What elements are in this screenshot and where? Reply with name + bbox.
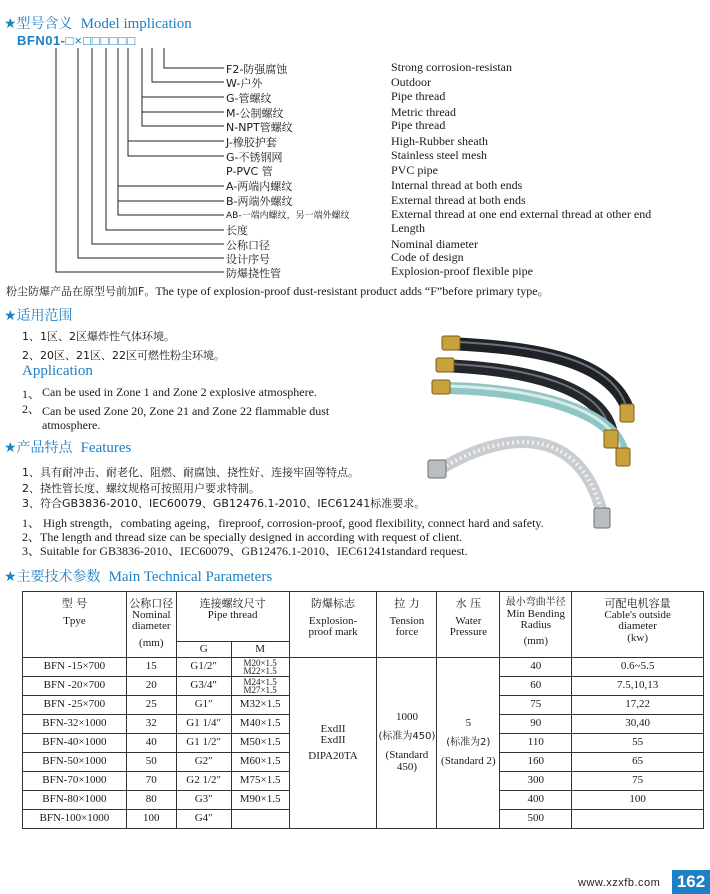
features-cn-1: 1、具有耐冲击、耐老化、阻燃、耐腐蚀、挠性好、连接牢固等特点。 <box>22 466 359 479</box>
application-1-number: 1、 <box>22 387 41 401</box>
model-item-cn: 长度 <box>226 224 248 237</box>
header-water-en: Pressure <box>449 626 488 639</box>
cell-nominal: 80 <box>126 791 176 810</box>
features-title-en: Features <box>80 440 132 456</box>
cell-type: BFN-50×1000 <box>23 753 127 772</box>
model-code-prefix: BFN01- <box>17 33 66 48</box>
cell-thread-g: G1/2″ <box>176 658 231 677</box>
header-motor <box>572 592 704 658</box>
table-header-row <box>23 592 704 642</box>
model-note-en: The type of explosion-proof dust-resistant product adds “F”before primary type。 <box>155 284 550 298</box>
ex-mark-line: ExdII <box>320 734 346 747</box>
model-item-cn: F2-防强腐蚀 <box>226 63 288 76</box>
cell-motor <box>572 810 704 829</box>
features-section-title <box>4 437 131 457</box>
cell-thread-m-line: M24×1.5 <box>243 677 277 687</box>
cell-type: BFN-32×1000 <box>23 715 127 734</box>
cell-water-merged <box>437 658 500 829</box>
header-type-en: Tpye <box>63 614 86 627</box>
model-item-en: Metric thread <box>391 105 456 119</box>
header-motor-en: diameter <box>618 620 657 633</box>
tension-line: 1000 <box>395 711 418 724</box>
params-title-en: Main Technical Parameters <box>108 569 273 585</box>
cell-bend: 500 <box>500 810 572 829</box>
cell-thread-g: G3/4″ <box>176 677 231 696</box>
header-nominal-en: diameter <box>132 620 171 633</box>
model-item-en: Pipe thread <box>391 118 446 132</box>
model-item-cn: 公称口径 <box>226 239 270 252</box>
cell-thread-m <box>231 810 289 829</box>
model-item-cn: AB-一端内螺纹，另一端外螺纹 <box>226 211 350 221</box>
model-note-cn: 粉尘防爆产品在原型号前加F。 <box>6 285 156 298</box>
model-item-cn: B-两端外螺纹 <box>226 195 293 208</box>
cell-type: BFN -15×700 <box>23 658 127 677</box>
tension-line: (Standard <box>385 749 429 762</box>
header-tension-en: Tension <box>389 614 425 627</box>
model-item-en: Internal thread at both ends <box>391 178 523 192</box>
parameters-table <box>22 591 704 829</box>
features-en-1: 1、 High strength，combating ageing，fireproof, corrosion-proof, good flexibility, connect hard and safety. <box>22 516 544 530</box>
page-number-badge: 162 <box>672 870 710 894</box>
model-item-cn: A-两端内螺纹 <box>226 180 293 193</box>
features-en-2: 2、The length and thread size can be specially designed in according with request of client. <box>22 530 463 544</box>
model-item-en: Nominal diameter <box>391 237 478 251</box>
ex-mark-line: ExdII <box>320 722 346 735</box>
header-bend-en: Radius <box>520 619 552 632</box>
cell-thread-m: M75×1.5 <box>231 772 289 791</box>
cell-thread-m <box>231 658 289 677</box>
model-item-cn: N-NPT管螺纹 <box>226 121 293 134</box>
model-item-cn: 防爆挠性管 <box>226 267 281 280</box>
model-note <box>6 282 550 300</box>
footer-url[interactable]: www.xzxfb.com <box>578 877 661 889</box>
header-ex-en: proof mark <box>308 626 358 639</box>
model-code-boxes: □×□□□□□□ <box>65 33 137 48</box>
features-cn-3: 3、符合GB3836-2010、IEC60079、GB12476.1-2010、IEC61241标准要求。 <box>22 497 426 510</box>
header-water <box>437 592 500 658</box>
header-thread-en: Pipe thread <box>207 608 258 621</box>
cell-type: BFN-80×1000 <box>23 791 127 810</box>
model-item-en: Length <box>391 221 425 235</box>
cell-bend: 160 <box>500 753 572 772</box>
cell-bend: 90 <box>500 715 572 734</box>
model-item-en: Strong corrosion-resistan <box>391 60 512 74</box>
header-thread <box>176 592 289 642</box>
cell-thread-g: G1″ <box>176 696 231 715</box>
cell-bend: 400 <box>500 791 572 810</box>
cell-thread-m-line: M27×1.5 <box>243 685 277 695</box>
header-thread-cn: 连接螺纹尺寸 <box>199 597 266 610</box>
cell-nominal: 100 <box>126 810 176 829</box>
header-motor-en: Cable's outside <box>604 608 671 621</box>
header-motor-unit: (kw) <box>627 631 648 644</box>
flexible-hose-image <box>420 318 710 533</box>
cell-motor: 75 <box>572 772 704 791</box>
model-title-cn: ★型号含义 <box>4 16 73 32</box>
cell-thread-m-line: M20×1.5 <box>243 658 277 668</box>
application-1: Can be used in Zone 1 and Zone 2 explosive atmosphere. <box>42 385 317 399</box>
features-en-3: 3、Suitable for GB3836-2010、IEC60079、GB12476.1-2010、IEC61241standard request. <box>22 544 468 558</box>
cell-motor: 30,40 <box>572 715 704 734</box>
cell-bend: 75 <box>500 696 572 715</box>
model-item-cn: M-公制螺纹 <box>226 107 284 120</box>
model-item-en: Code of design <box>391 250 464 264</box>
cell-ex-merged <box>289 658 377 829</box>
features-title-cn: ★产品特点 <box>4 440 73 456</box>
header-bend-unit: (mm) <box>523 634 549 647</box>
water-line: 5 <box>465 717 472 730</box>
cell-thread-m: M40×1.5 <box>231 715 289 734</box>
cell-motor: 100 <box>572 791 704 810</box>
cell-motor: 0.6~5.5 <box>572 658 704 677</box>
cell-bend: 300 <box>500 772 572 791</box>
header-bend-en: Min Bending <box>506 607 565 620</box>
header-type <box>23 592 127 658</box>
header-nominal-cn: 公称口径 <box>129 597 174 610</box>
cell-nominal: 25 <box>126 696 176 715</box>
cell-nominal: 40 <box>126 734 176 753</box>
cell-thread-g: G1 1/4″ <box>176 715 231 734</box>
cell-bend: 60 <box>500 677 572 696</box>
tension-line: (标准为450) <box>378 730 436 742</box>
header-water-en: Water <box>455 614 482 627</box>
model-item-en: High-Rubber sheath <box>391 134 488 148</box>
scope-cn-2: 2、20区、21区、22区可燃性粉尘环境。 <box>22 349 225 362</box>
cell-bend: 40 <box>500 658 572 677</box>
model-item-cn: G-不锈钢网 <box>226 151 283 164</box>
header-motor-cn: 可配电机容量 <box>604 597 671 610</box>
cell-thread-m: M50×1.5 <box>231 734 289 753</box>
water-line: (标准为2) <box>446 736 491 748</box>
cell-thread-m <box>231 677 289 696</box>
cell-thread-m-line: M22×1.5 <box>243 666 277 676</box>
cell-thread-g: G1 1/2″ <box>176 734 231 753</box>
model-item-en: External thread at one end external thread at other end <box>391 207 652 221</box>
water-line: (Standard 2) <box>441 755 496 768</box>
model-bracket-diagram <box>0 0 400 285</box>
model-item-en: External thread at both ends <box>391 193 526 207</box>
model-item-en: Outdoor <box>391 75 431 89</box>
header-bend <box>500 592 572 658</box>
model-item-en: Explosion-proof flexible pipe <box>391 264 533 278</box>
header-tension <box>377 592 437 658</box>
cell-nominal: 15 <box>126 658 176 677</box>
cell-thread-g: G2″ <box>176 753 231 772</box>
header-tension-en: force <box>395 626 419 639</box>
cell-thread-g: G2 1/2″ <box>176 772 231 791</box>
application-title: Application <box>22 363 93 379</box>
ex-mark-line: DIPA20TA <box>308 749 358 762</box>
model-title-en: Model implication <box>80 16 192 32</box>
header-nominal <box>126 592 176 658</box>
application-2a: Can be used Zone 20, Zone 21 and Zone 22 flammable dust <box>42 404 330 418</box>
model-item-cn: P-PVC 管 <box>226 165 273 178</box>
model-item-en: Stainless steel mesh <box>391 148 487 162</box>
model-item-en: Pipe thread <box>391 89 446 103</box>
params-title-cn: ★主要技术参数 <box>4 569 101 585</box>
cell-bend: 110 <box>500 734 572 753</box>
header-ex-cn: 防爆标志 <box>311 597 356 610</box>
header-bend-cn: 最小弯曲半径 <box>505 597 566 608</box>
cell-nominal: 50 <box>126 753 176 772</box>
cell-type: BFN-70×1000 <box>23 772 127 791</box>
header-tension-cn: 拉 力 <box>394 597 420 610</box>
cell-type: BFN -25×700 <box>23 696 127 715</box>
model-item-cn: J-橡胶护套 <box>226 136 277 149</box>
cell-motor: 7.5,10,13 <box>572 677 704 696</box>
header-ex-en: Explosion- <box>308 614 358 627</box>
table-row <box>23 658 704 677</box>
cell-thread-g: G4″ <box>176 810 231 829</box>
application-2b: atmosphere. <box>42 418 101 432</box>
cell-thread-g: G3″ <box>176 791 231 810</box>
model-item-cn: W-户外 <box>226 77 263 90</box>
cell-tension-merged <box>377 658 437 829</box>
cell-thread-m: M90×1.5 <box>231 791 289 810</box>
cell-nominal: 32 <box>126 715 176 734</box>
cell-nominal: 70 <box>126 772 176 791</box>
cell-thread-m: M32×1.5 <box>231 696 289 715</box>
header-type-cn: 型 号 <box>61 597 88 610</box>
cell-type: BFN -20×700 <box>23 677 127 696</box>
header-thread-g: G <box>176 642 231 658</box>
application-2-number: 2、 <box>22 402 41 416</box>
features-cn-2: 2、挠性管长度、螺纹规格可按照用户要求特制。 <box>22 482 260 495</box>
tension-line: 450) <box>396 761 418 774</box>
cell-motor: 55 <box>572 734 704 753</box>
cell-type: BFN-40×1000 <box>23 734 127 753</box>
scope-section-title: ★适用范围 <box>4 308 73 324</box>
params-section-title <box>4 566 272 586</box>
header-ex <box>289 592 377 658</box>
header-water-cn: 水 压 <box>455 597 482 610</box>
cell-thread-m: M60×1.5 <box>231 753 289 772</box>
cell-motor: 65 <box>572 753 704 772</box>
header-nominal-unit: (mm) <box>139 636 164 649</box>
model-item-cn: G-管螺纹 <box>226 92 272 105</box>
cell-motor: 17,22 <box>572 696 704 715</box>
cell-type: BFN-100×1000 <box>23 810 127 829</box>
model-item-en: PVC pipe <box>391 163 439 177</box>
header-nominal-en: Nominal <box>132 608 171 621</box>
header-thread-m: M <box>231 642 289 658</box>
cell-nominal: 20 <box>126 677 176 696</box>
scope-cn-1: 1、1区、2区爆炸性气体环境。 <box>22 330 175 343</box>
model-item-cn: 设计序号 <box>226 253 270 266</box>
